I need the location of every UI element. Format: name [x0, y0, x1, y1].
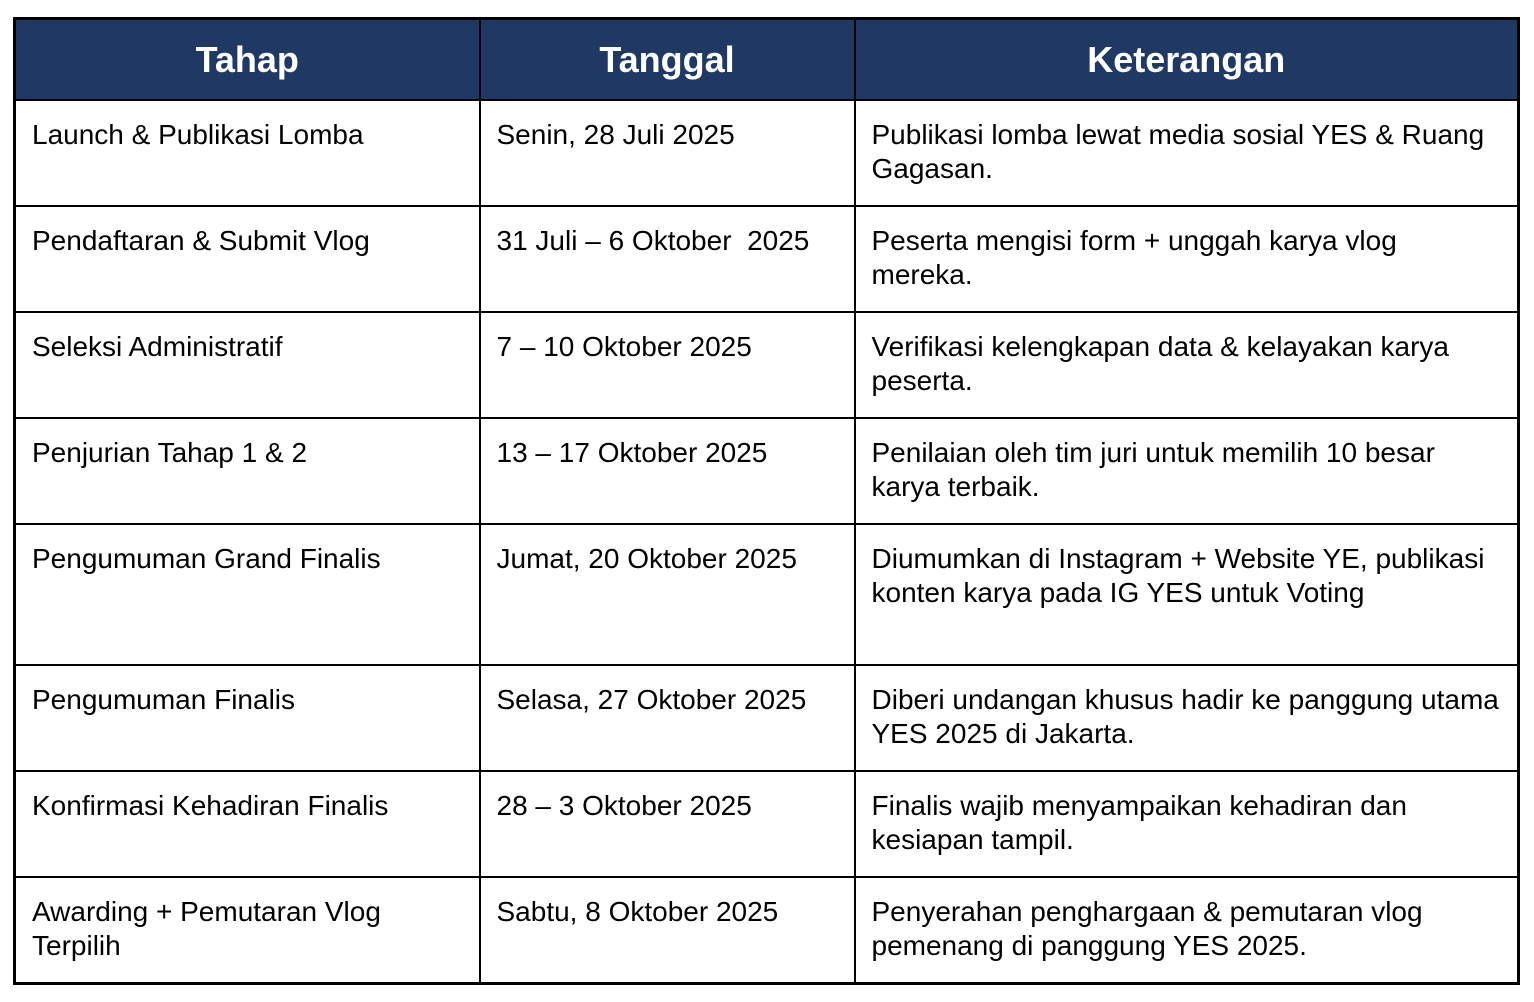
- cell-tanggal: 13 – 17 Oktober 2025: [480, 418, 855, 524]
- table-row: [15, 418, 1519, 524]
- table-row: [15, 665, 1519, 771]
- cell-tanggal: Jumat, 20 Oktober 2025: [480, 524, 855, 665]
- cell-tahap: Konfirmasi Kehadiran Finalis: [15, 771, 480, 877]
- cell-keterangan: Penilaian oleh tim juri untuk memilih 10 besar karya terbaik.: [855, 418, 1519, 524]
- cell-tanggal: 31 Juli – 6 Oktober 2025: [480, 206, 855, 312]
- cell-keterangan: Verifikasi kelengkapan data & kelayakan karya peserta.: [855, 312, 1519, 418]
- cell-keterangan: Peserta mengisi form + unggah karya vlog mereka.: [855, 206, 1519, 312]
- header-tahap: Tahap: [15, 19, 480, 101]
- cell-tahap: Seleksi Administratif: [15, 312, 480, 418]
- table-row: [15, 206, 1519, 312]
- table-row: [15, 100, 1519, 206]
- cell-tahap: Pendaftaran & Submit Vlog: [15, 206, 480, 312]
- header-row: [15, 19, 1519, 101]
- cell-tanggal: Sabtu, 8 Oktober 2025: [480, 877, 855, 983]
- cell-tahap: Penjurian Tahap 1 & 2: [15, 418, 480, 524]
- cell-tanggal: Senin, 28 Juli 2025: [480, 100, 855, 206]
- cell-tanggal: 28 – 3 Oktober 2025: [480, 771, 855, 877]
- cell-tahap: Pengumuman Grand Finalis: [15, 524, 480, 665]
- cell-keterangan: Finalis wajib menyampaikan kehadiran dan kesiapan tampil.: [855, 771, 1519, 877]
- header-tanggal: Tanggal: [480, 19, 855, 101]
- cell-keterangan: Publikasi lomba lewat media sosial YES & Ruang Gagasan.: [855, 100, 1519, 206]
- header-keterangan: Keterangan: [855, 19, 1519, 101]
- table-row: [15, 524, 1519, 665]
- cell-tanggal: 7 – 10 Oktober 2025: [480, 312, 855, 418]
- table-row: [15, 771, 1519, 877]
- cell-tahap: Pengumuman Finalis: [15, 665, 480, 771]
- table-row: [15, 312, 1519, 418]
- schedule-table: [13, 17, 1520, 985]
- table-row: [15, 877, 1519, 983]
- cell-tahap: Awarding + Pemutaran Vlog Terpilih: [15, 877, 480, 983]
- cell-keterangan: Diberi undangan khusus hadir ke panggung utama YES 2025 di Jakarta.: [855, 665, 1519, 771]
- cell-tahap: Launch & Publikasi Lomba: [15, 100, 480, 206]
- cell-keterangan: Diumumkan di Instagram + Website YE, publikasi konten karya pada IG YES untuk Voting: [855, 524, 1519, 665]
- cell-keterangan: Penyerahan penghargaan & pemutaran vlog pemenang di panggung YES 2025.: [855, 877, 1519, 983]
- cell-tanggal: Selasa, 27 Oktober 2025: [480, 665, 855, 771]
